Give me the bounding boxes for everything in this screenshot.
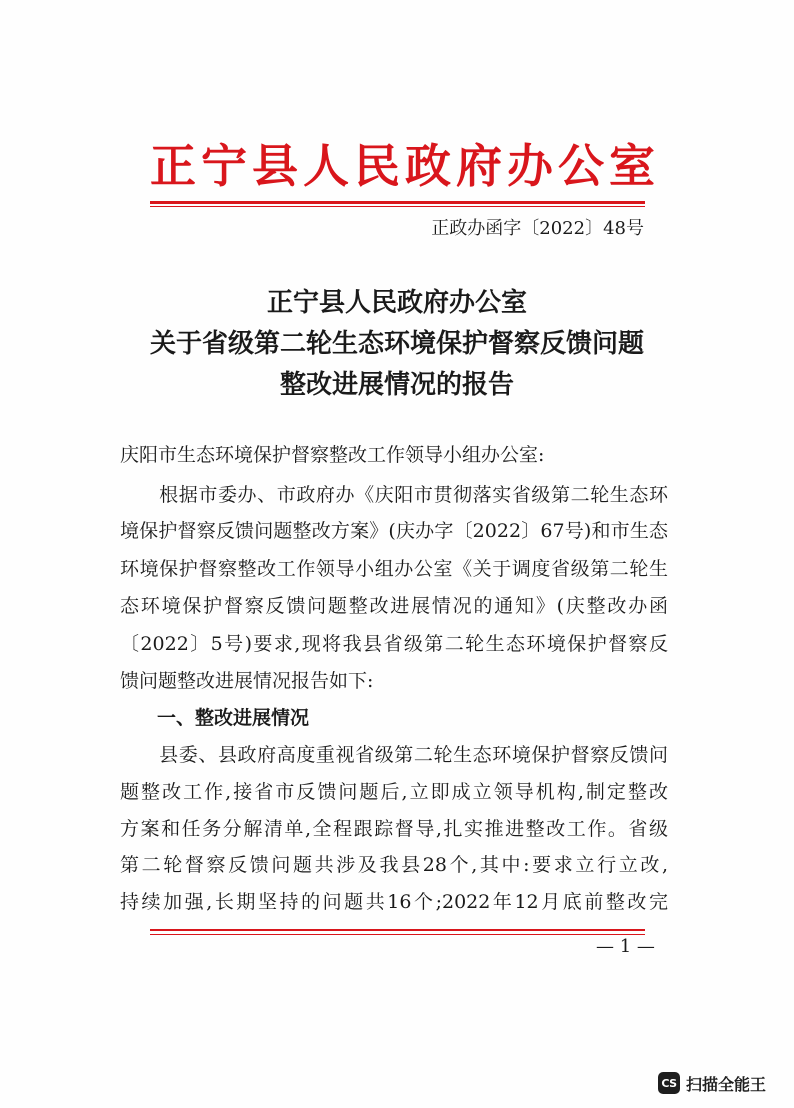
section-heading: 一、整改进展情况 — [157, 707, 310, 729]
title-line-2: 关于省级第二轮生态环境保护督察反馈问题 — [149, 329, 644, 359]
paragraph-2-line: 第二轮督察反馈问题共涉及我县28个,其中:要求立行立改, — [120, 854, 668, 876]
page-number: — 1 — — [596, 936, 655, 957]
paragraph-2-line: 县委、县政府高度重视省级第二轮生态环境保护督察反馈问 — [120, 744, 668, 766]
paragraph-1-line: 馈问题整改进展情况报告如下: — [120, 670, 374, 692]
scanner-watermark — [658, 1071, 766, 1095]
paragraph-1-line: 态环境保护督察反馈问题整改进展情况的通知》(庆整改办函 — [120, 595, 668, 617]
footer-rule-thin — [150, 934, 645, 935]
title-line-1: 正宁县人民政府办公室 — [266, 288, 527, 318]
footer-rule-thick — [150, 929, 645, 931]
paragraph-1-line: 根据市委办、市政府办《庆阳市贯彻落实省级第二轮生态环 — [120, 484, 668, 506]
paragraph-1-line: 境保护督察反馈问题整改方案》(庆办字〔2022〕67号)和市生态 — [120, 520, 668, 542]
paragraph-2-line: 持续加强,长期坚持的问题共16个;2022年12月底前整改完 — [120, 891, 668, 913]
paragraph-2-line: 题整改工作,接省市反馈问题后,立即成立领导机构,制定整改 — [120, 781, 668, 803]
masthead-rule-thin — [150, 206, 645, 207]
document-number: 正政办函字〔2022〕48号 — [431, 218, 644, 239]
camscanner-logo-icon: CS — [658, 1072, 680, 1094]
paragraph-2-line: 方案和任务分解清单,全程跟踪督导,扎实推进整改工作。省级 — [120, 818, 668, 840]
paragraph-1-line: 环境保护督察整改工作领导小组办公室《关于调度省级第二轮生 — [120, 558, 668, 580]
paragraph-1-line: 〔2022〕5号)要求,现将我县省级第二轮生态环境保护督察反 — [120, 633, 668, 655]
watermark-app-name: 扫描全能王 — [686, 1074, 767, 1094]
recipient-line: 庆阳市生态环境保护督察整改工作领导小组办公室: — [120, 444, 545, 466]
issuer-masthead: 正宁县人民政府办公室 — [150, 139, 660, 193]
masthead-rule-thick — [150, 201, 645, 204]
title-line-3: 整改进展情况的报告 — [279, 370, 514, 400]
